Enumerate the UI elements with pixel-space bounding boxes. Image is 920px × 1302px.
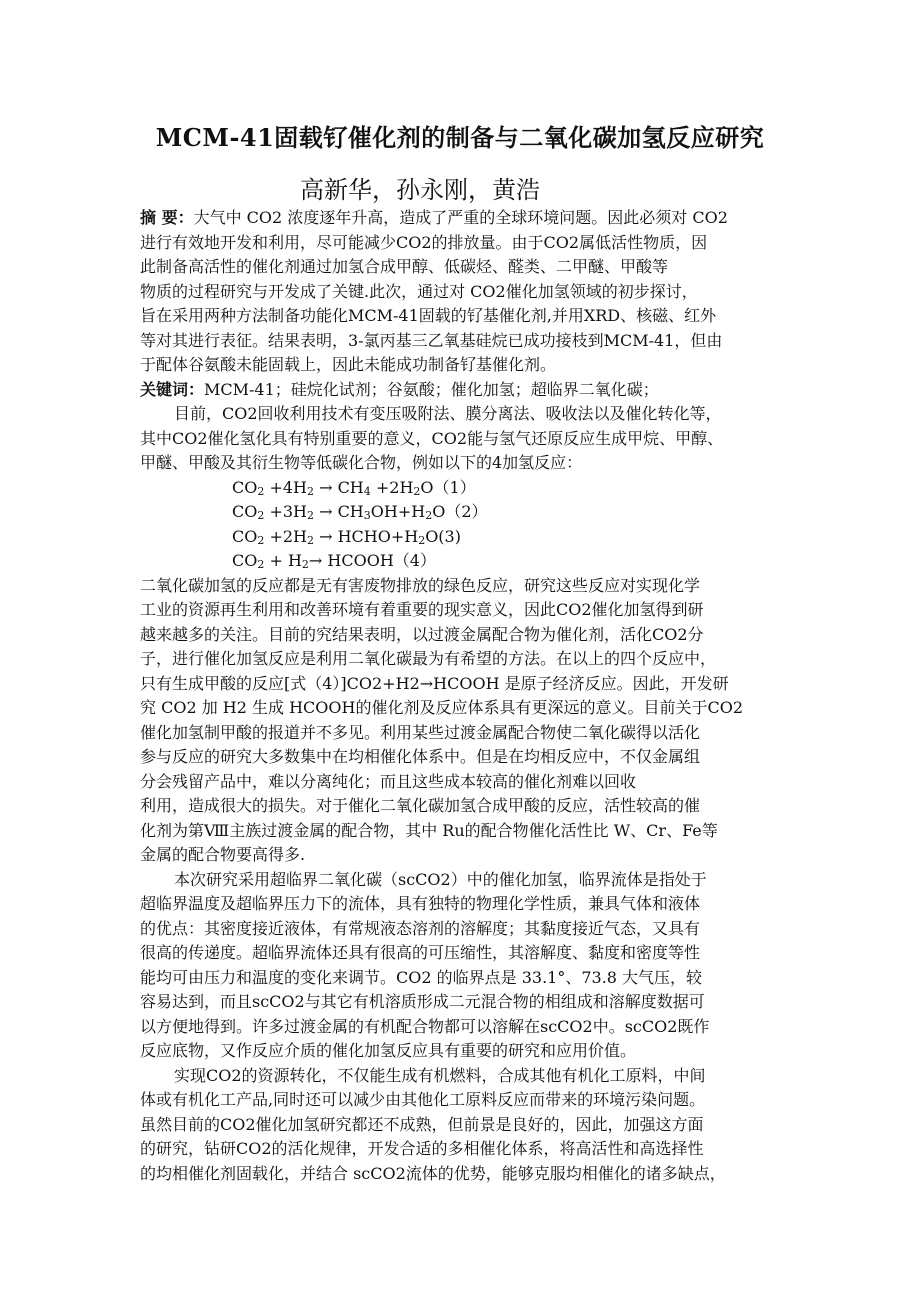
paper-title: MCM-41固载钌催化剂的制备与二氧化碳加氢反应研究: [155, 123, 765, 152]
paragraph-line: 体或有机化工产品,同时还可以减少由其他化工原料反应而带来的环境污染问题。: [140, 1090, 706, 1109]
paragraph-line: 的均相催化剂固载化，并结合 scCO2流体的优势，能够克服均相催化的诸多缺点，: [140, 1163, 726, 1183]
abstract-label: 摘 要：: [140, 208, 194, 227]
paragraph-line: 反应底物，又作反应介质的催化加氢反应具有重要的研究和应用价值。: [140, 1041, 637, 1060]
equation-1: $CO_2 +4H_2 \to CH_4 +2H_2O(1)$: [232, 477, 476, 498]
paper-body: [140, 206, 790, 1186]
paragraph-line: 利用，造成很大的损失。对于催化二氧化碳加氢合成甲酸的反应，活性较高的催: [140, 796, 701, 815]
abstract-text: 大气中 CO2 浓度逐年升高，造成了严重的全球环境问题。因此必须对 CO2: [193, 208, 728, 227]
paragraph-line: 实现CO2的资源转化，不仅能生成有机燃料，合成其他有机化工原料，中间: [174, 1065, 706, 1085]
equation-4: $CO_2 + H_2\to$ HCOOH（4）: [232, 551, 436, 571]
equation-2: $CO_2 +3H_2 \to CH_3OH+H_2O(2)$: [232, 502, 488, 522]
intro-line: 目前，CO2回收利用技术有变压吸附法、膜分离法、吸收法以及催化转化等，: [174, 404, 722, 423]
intro-line: 其中CO2催化氢化具有特别重要的意义，CO2能与氢气还原反应生成甲烷、甲醇、: [140, 428, 724, 448]
paragraph-line: 究 CO2 加 H2 生成 HCOOH的催化剂及反应体系具有更深远的意义。目前关于CO2: [140, 698, 744, 717]
paragraph-line: 金属的配合物要高得多.: [140, 845, 306, 864]
paragraph-line: 容易达到，而且scCO2与其它有机溶质形成二元混合物的相组成和溶解度数据可: [140, 992, 705, 1011]
paragraph-line: 只有生成甲酸的反应[式（4）]CO2+H2→HCOOH 是原子经济反应。因此，开发研: [140, 673, 729, 693]
intro-line: 甲醚、甲酸及其衍生物等低碳化合物，例如以下的4加氢反应：: [140, 453, 583, 472]
abstract-line: 进行有效地开发和利用，尽可能减少CO2的排放量。由于CO2属低活性物质，因: [140, 232, 708, 252]
abstract-line: 等对其进行表征。结果表明，3-氯丙基三乙氧基硅烷已成功接枝到MCM-41，但由: [140, 330, 723, 350]
abstract-line: 此制备高活性的催化剂通过加氢合成甲醇、低碳烃、醛类、二甲醚、甲酸等: [140, 257, 669, 276]
paragraph-line: 越来越多的关注。目前的究结果表明，以过渡金属配合物为催化剂，活化CO2分: [140, 624, 704, 644]
keywords-line: [140, 378, 790, 403]
abstract-line: 旨在采用两种方法制备功能化MCM-41固载的钌基催化剂,并用XRD、核磁、红外: [140, 306, 717, 325]
paragraph-line: 分会残留产品中，难以分离纯化；而且这些成本较高的催化剂难以回收: [140, 771, 637, 791]
paragraph-line: 参与反应的研究大多数集中在均相催化体系中。但是在均相反应中，不仅金属组: [140, 747, 701, 766]
keywords-text: MCM-41；硅烷化试剂；谷氨酸；催化加氢；超临界二氧化碳；: [204, 379, 659, 399]
paragraph-line: 化剂为第Ⅷ主族过渡金属的配合物，其中 Ru的配合物催化活性比 W、Cr、Fe等: [140, 820, 718, 840]
paragraph-line: 工业的资源再生利用和改善环境有着重要的现实意义，因此CO2催化加氢得到研: [140, 600, 704, 619]
paragraph-line: 能均可由压力和温度的变化来调节。CO2 的临界点是 33.1°、73.8 大气压，较: [140, 967, 703, 987]
paper-authors: 高新华，孙永刚，黄浩: [300, 176, 540, 204]
paragraph-line: 以方便地得到。许多过渡金属的有机配合物都可以溶解在scCO2中。scCO2既作: [140, 1016, 710, 1036]
paragraph-line: 很高的传递度。超临界流体还具有很高的可压缩性，其溶解度、黏度和密度等性: [140, 943, 701, 962]
paragraph-line: 二氧化碳加氢的反应都是无有害废物排放的绿色反应，研究这些反应对实现化学: [140, 575, 701, 595]
equation-3: $CO_2 +2H_2$ → $HCHO+H_2O(3)$: [232, 526, 461, 547]
paragraph-line: 的研究，钻研CO2的活化规律，开发合适的多相催化体系，将高活性和高选择性: [140, 1139, 704, 1158]
paragraph-line: 催化加氢制甲酸的报道并不多见。利用某些过渡金属配合物使二氧化碳得以活化: [140, 722, 701, 742]
abstract-line: 于配体谷氨酸未能固载上，因此未能成功制备钌基催化剂。: [140, 355, 557, 374]
paragraph-line: 的优点：其密度接近液体，有常规液态溶剂的溶解度；其黏度接近气态，又具有: [140, 918, 701, 938]
paragraph-line: 超临界温度及超临界压力下的流体，具有独特的物理化学性质，兼具气体和液体: [140, 894, 701, 913]
paragraph-line: 本次研究采用超临界二氧化碳（scCO2）中的催化加氢，临界流体是指处于: [174, 869, 707, 889]
paragraph-line: 子，进行催化加氢反应是利用二氧化碳最为有希望的方法。在以上的四个反应中，: [140, 649, 717, 668]
abstract-line: [140, 206, 790, 231]
abstract-line: 物质的过程研究与开发成了关键.此次，通过对 CO2催化加氢领域的初步探讨，: [140, 281, 698, 301]
paragraph-line: 虽然目前的CO2催化加氢研究都还不成熟，但前景是良好的，因此，加强这方面: [140, 1114, 704, 1134]
keywords-label: 关键词：: [140, 379, 205, 399]
